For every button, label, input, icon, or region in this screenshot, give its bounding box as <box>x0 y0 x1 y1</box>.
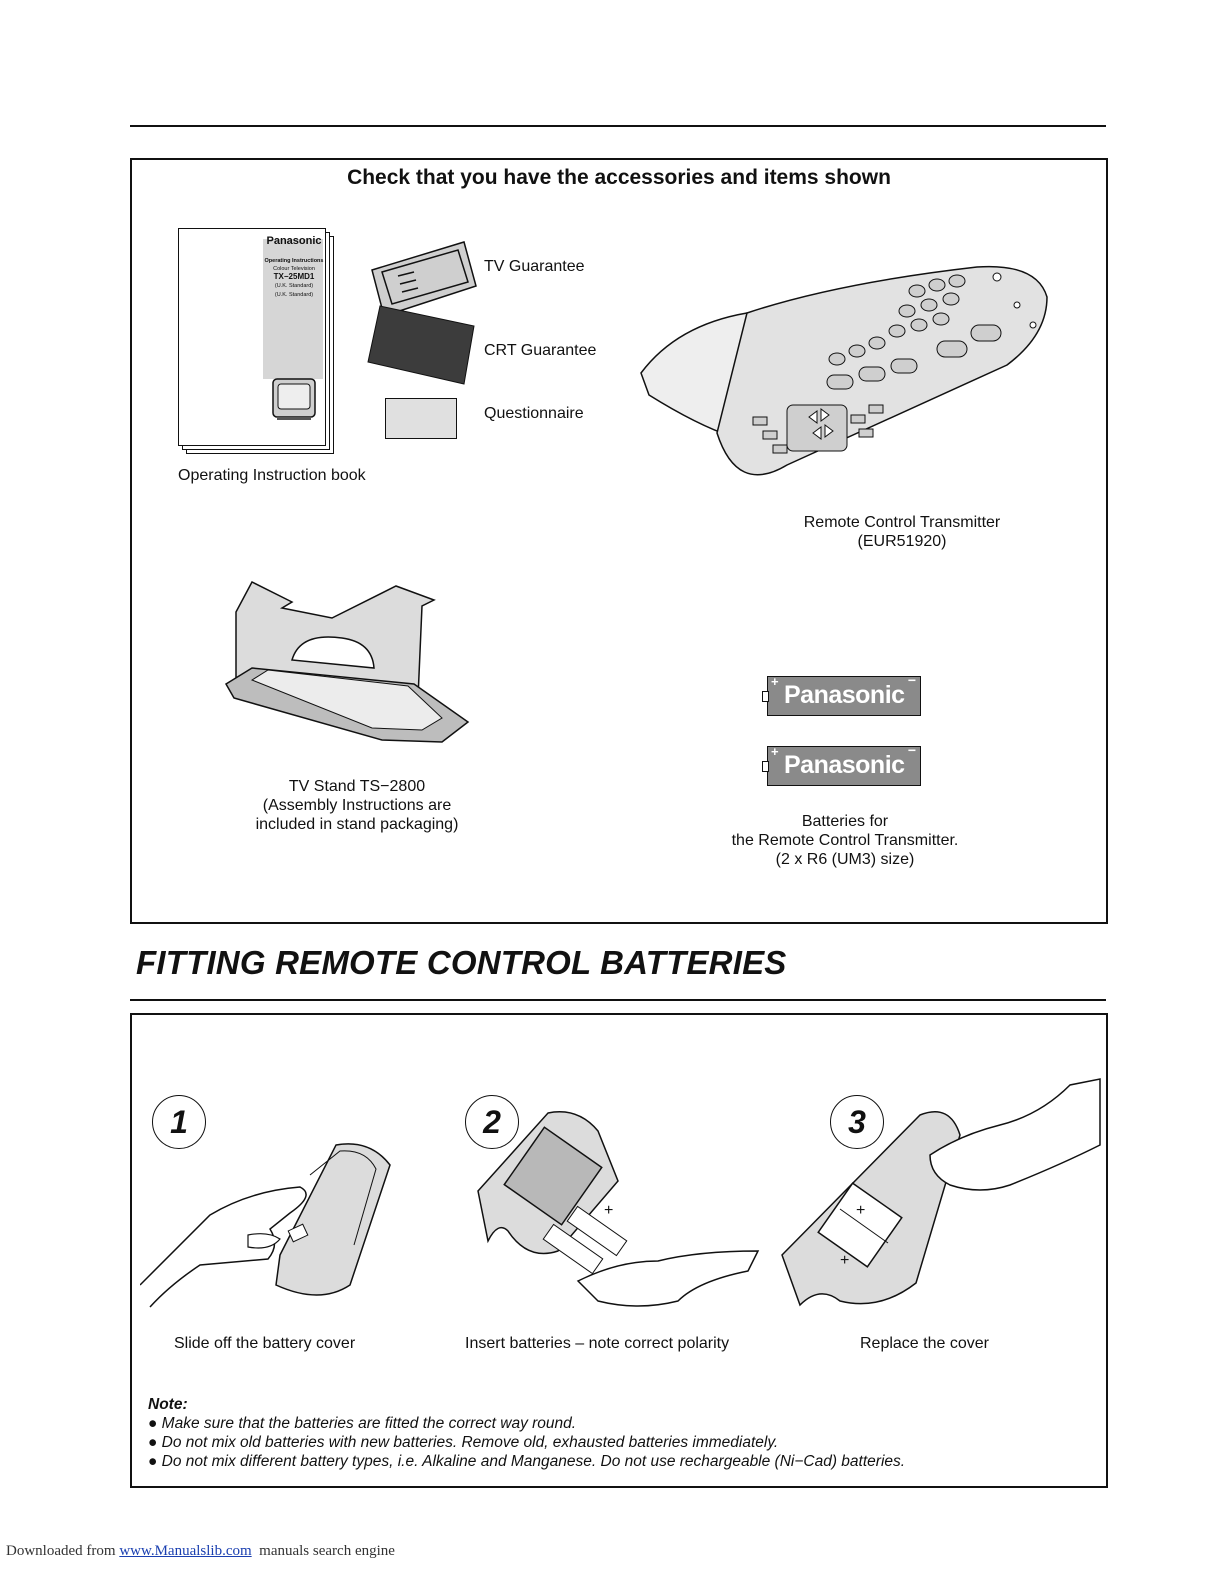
tv-stand-illustration <box>222 572 482 748</box>
stand-label-line-1: TV Stand TS−2800 <box>288 778 426 795</box>
svg-text:+: + <box>840 1252 850 1269</box>
remote-control-illustration <box>637 255 1057 495</box>
battery-1-plus: + <box>771 674 779 689</box>
instruction-book-illustration <box>178 228 326 446</box>
step-2-caption: Insert batteries – note correct polarity <box>465 1335 730 1352</box>
battery-2-terminal <box>762 761 769 772</box>
section-rule <box>130 999 1106 1001</box>
note-item: ● Do not mix old batteries with new batteries. Remove old, exhausted batteries immediately. <box>148 1434 779 1451</box>
footer-suffix: manuals search engine <box>251 1543 395 1559</box>
battery-2-brand: Panasonic <box>784 751 905 779</box>
remote-label-line-1: Remote Control Transmitter <box>803 514 1001 531</box>
accessories-box <box>130 158 1108 924</box>
remote-label-line-2: (EUR51920) <box>857 533 947 550</box>
step-3-number: 3 <box>830 1095 884 1149</box>
batteries-label-line-2: the Remote Control Transmitter. <box>731 832 959 849</box>
svg-text:+: + <box>856 1202 866 1219</box>
book-model: TX−25MD1 <box>273 272 315 281</box>
footer <box>6 1543 395 1560</box>
svg-text:+: + <box>604 1202 614 1219</box>
book-line-3: (U.K. Standard) <box>274 283 314 289</box>
note-block <box>148 1395 905 1471</box>
top-rule <box>130 125 1106 127</box>
battery-2 <box>767 742 921 786</box>
questionnaire-label: Questionnaire <box>484 405 584 422</box>
step-1-illustration <box>140 1135 400 1315</box>
crt-guarantee-card <box>366 304 478 386</box>
batteries-label-line-1: Batteries for <box>801 813 889 830</box>
tv-guarantee-label: TV Guarantee <box>484 258 585 275</box>
note-item-3-text: Do not mix different battery types, i.e. Alkaline and Manganese. Do not use rechargeable (Ni−Cad) batteries. <box>161 1453 906 1470</box>
book-line-4: (U.K. Standard) <box>274 292 314 298</box>
footer-prefix: Downloaded from <box>6 1543 120 1559</box>
book-line-2: Colour Television <box>273 266 315 272</box>
note-item-1-text: Make sure that the batteries are fitted the correct way round. <box>161 1415 577 1432</box>
questionnaire-card <box>385 398 457 439</box>
battery-1-minus: − <box>907 672 916 688</box>
step-1-caption: Slide off the battery cover <box>174 1335 356 1352</box>
battery-1-terminal <box>762 691 769 702</box>
book-brand: Panasonic <box>266 235 322 247</box>
battery-2-plus: + <box>771 744 779 759</box>
step-2-illustration <box>468 1111 768 1321</box>
batteries-label-line-3: (2 x R6 (UM3) size) <box>775 851 915 868</box>
book-label: Operating Instruction book <box>178 467 366 484</box>
stand-label-line-3: included in stand packaging) <box>255 816 459 833</box>
step-3-caption: Replace the cover <box>860 1335 989 1352</box>
battery-2-minus: − <box>907 742 916 758</box>
step-1-number: 1 <box>152 1095 206 1149</box>
note-item: ● Make sure that the batteries are fitted the correct way round. <box>148 1415 577 1432</box>
battery-1 <box>767 672 921 716</box>
section-title: FITTING REMOTE CONTROL BATTERIES <box>136 944 787 981</box>
steps-box <box>130 1013 1108 1488</box>
note-item-2-text: Do not mix old batteries with new batteries. Remove old, exhausted batteries immediately. <box>161 1434 779 1451</box>
accessories-title: Check that you have the accessories and items shown <box>347 166 891 189</box>
footer-link[interactable]: www.Manualslib.com <box>119 1543 252 1559</box>
stand-label-line-2: (Assembly Instructions are <box>262 797 452 814</box>
step-2-number: 2 <box>465 1095 519 1149</box>
note-item: ● Do not mix different battery types, i.e. Alkaline and Manganese. Do not use rechargeable (Ni−Cad) batteries. <box>148 1453 906 1470</box>
battery-1-brand: Panasonic <box>784 681 905 709</box>
book-line-1: Operating Instructions <box>264 258 324 264</box>
crt-guarantee-label: CRT Guarantee <box>484 342 597 359</box>
tv-icon <box>271 377 317 421</box>
step-3-illustration <box>780 1075 1106 1321</box>
note-title: Note: <box>148 1396 188 1413</box>
